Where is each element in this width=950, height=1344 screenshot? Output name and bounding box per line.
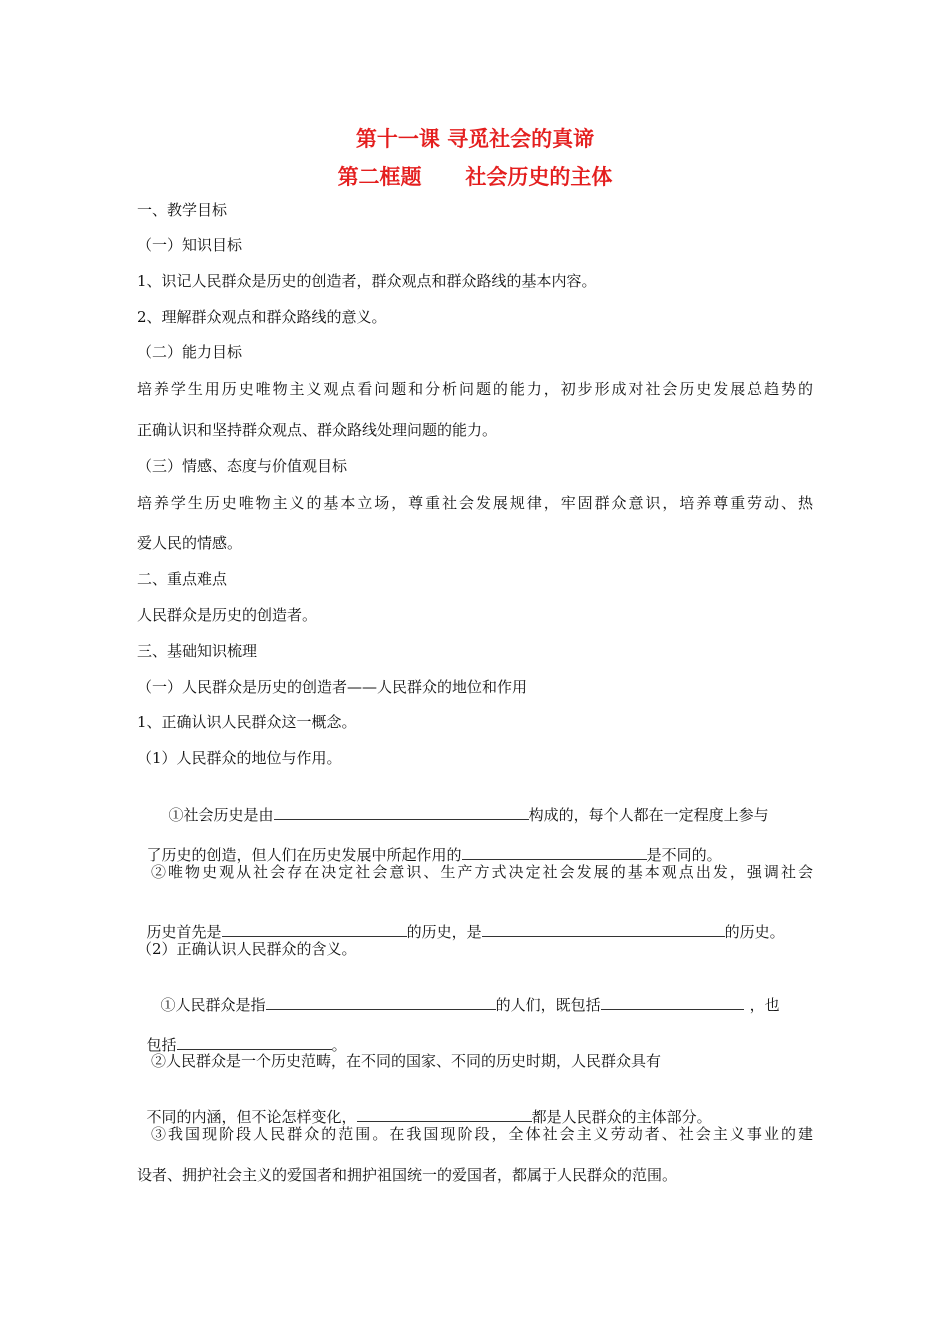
item-1-concept: 1、正确认识人民群众这一概念。	[137, 713, 357, 731]
fill-question-2-line-1: ②唯物史观从社会存在决定社会意识、生产方式决定社会发展的基本观点出发，强调社会	[151, 863, 813, 881]
section-title: 第二框题 社会历史的主体	[337, 165, 613, 189]
answer-blank[interactable]	[222, 922, 407, 937]
fill-question-1-line-1: ①社会历史是由 构成的，每个人都在一定程度上参与	[168, 806, 769, 824]
answer-blank[interactable]	[274, 805, 529, 820]
question-5-line-1: ③我国现阶段人民群众的范围。在我国现阶段，全体社会主义劳动者、社会主义事业的建	[151, 1125, 813, 1143]
answer-blank[interactable]	[177, 1035, 332, 1050]
heading-key-points: 二、重点难点	[137, 570, 228, 588]
fill-question-3-line-2: 包括 。	[146, 1036, 347, 1054]
question-4-line-1: ②人民群众是一个历史范畴，在不同的国家、不同的历史时期，人民群众具有	[151, 1052, 662, 1070]
question-5-line-2: 设者、拥护社会主义的爱国者和拥护祖国统一的爱国者，都属于人民群众的范围。	[137, 1166, 678, 1184]
answer-blank[interactable]	[357, 1107, 532, 1122]
heading-basics: 三、基础知识梳理	[137, 642, 258, 660]
heading-objectives: 一、教学目标	[137, 201, 228, 219]
key-point-text: 人民群众是历史的创造者。	[137, 606, 318, 624]
knowledge-item-1: 1、识记人民群众是历史的创造者，群众观点和群众路线的基本内容。	[137, 272, 597, 290]
emotion-text-line-2: 爱人民的情感。	[137, 534, 243, 552]
answer-blank[interactable]	[266, 995, 496, 1010]
lesson-title: 第十一课 寻觅社会的真谛	[355, 127, 595, 151]
heading-ability-goals: （二）能力目标	[137, 343, 243, 361]
item-1-2-meaning: （2）正确认识人民群众的含义。	[137, 940, 357, 958]
fill-question-1-line-2: 了历史的创造，但人们在历史发展中所起作用的 是不同的。	[146, 846, 722, 864]
fill-question-2-line-2: 历史首先是 的历史，是 的历史。	[146, 923, 785, 941]
fill-question-4-line-2: 不同的内涵，但不论怎样变化， 都是人民群众的主体部分。	[146, 1108, 712, 1126]
emotion-text-line-1: 培养学生历史唯物主义的基本立场，尊重社会发展规律，牢固群众意识，培养尊重劳动、热	[137, 494, 813, 512]
knowledge-item-2: 2、理解群众观点和群众路线的意义。	[137, 308, 387, 326]
ability-text-line-1: 培养学生用历史唯物主义观点看问题和分析问题的能力，初步形成对社会历史发展总趋势的	[137, 380, 813, 398]
answer-blank[interactable]	[601, 995, 744, 1010]
subheading-masses-role: （一）人民群众是历史的创造者——人民群众的地位和作用	[137, 678, 528, 696]
item-1-1-status: （1）人民群众的地位与作用。	[137, 749, 342, 767]
answer-blank[interactable]	[482, 922, 725, 937]
heading-knowledge-goals: （一）知识目标	[137, 236, 243, 254]
answer-blank[interactable]	[462, 845, 647, 860]
fill-question-3-line-1: ①人民群众是指 的人们，既包括 ，也	[160, 996, 780, 1014]
ability-text-line-2: 正确认识和坚持群众观点、群众路线处理问题的能力。	[137, 421, 498, 439]
heading-emotion-goals: （三）情感、态度与价值观目标	[137, 457, 348, 475]
